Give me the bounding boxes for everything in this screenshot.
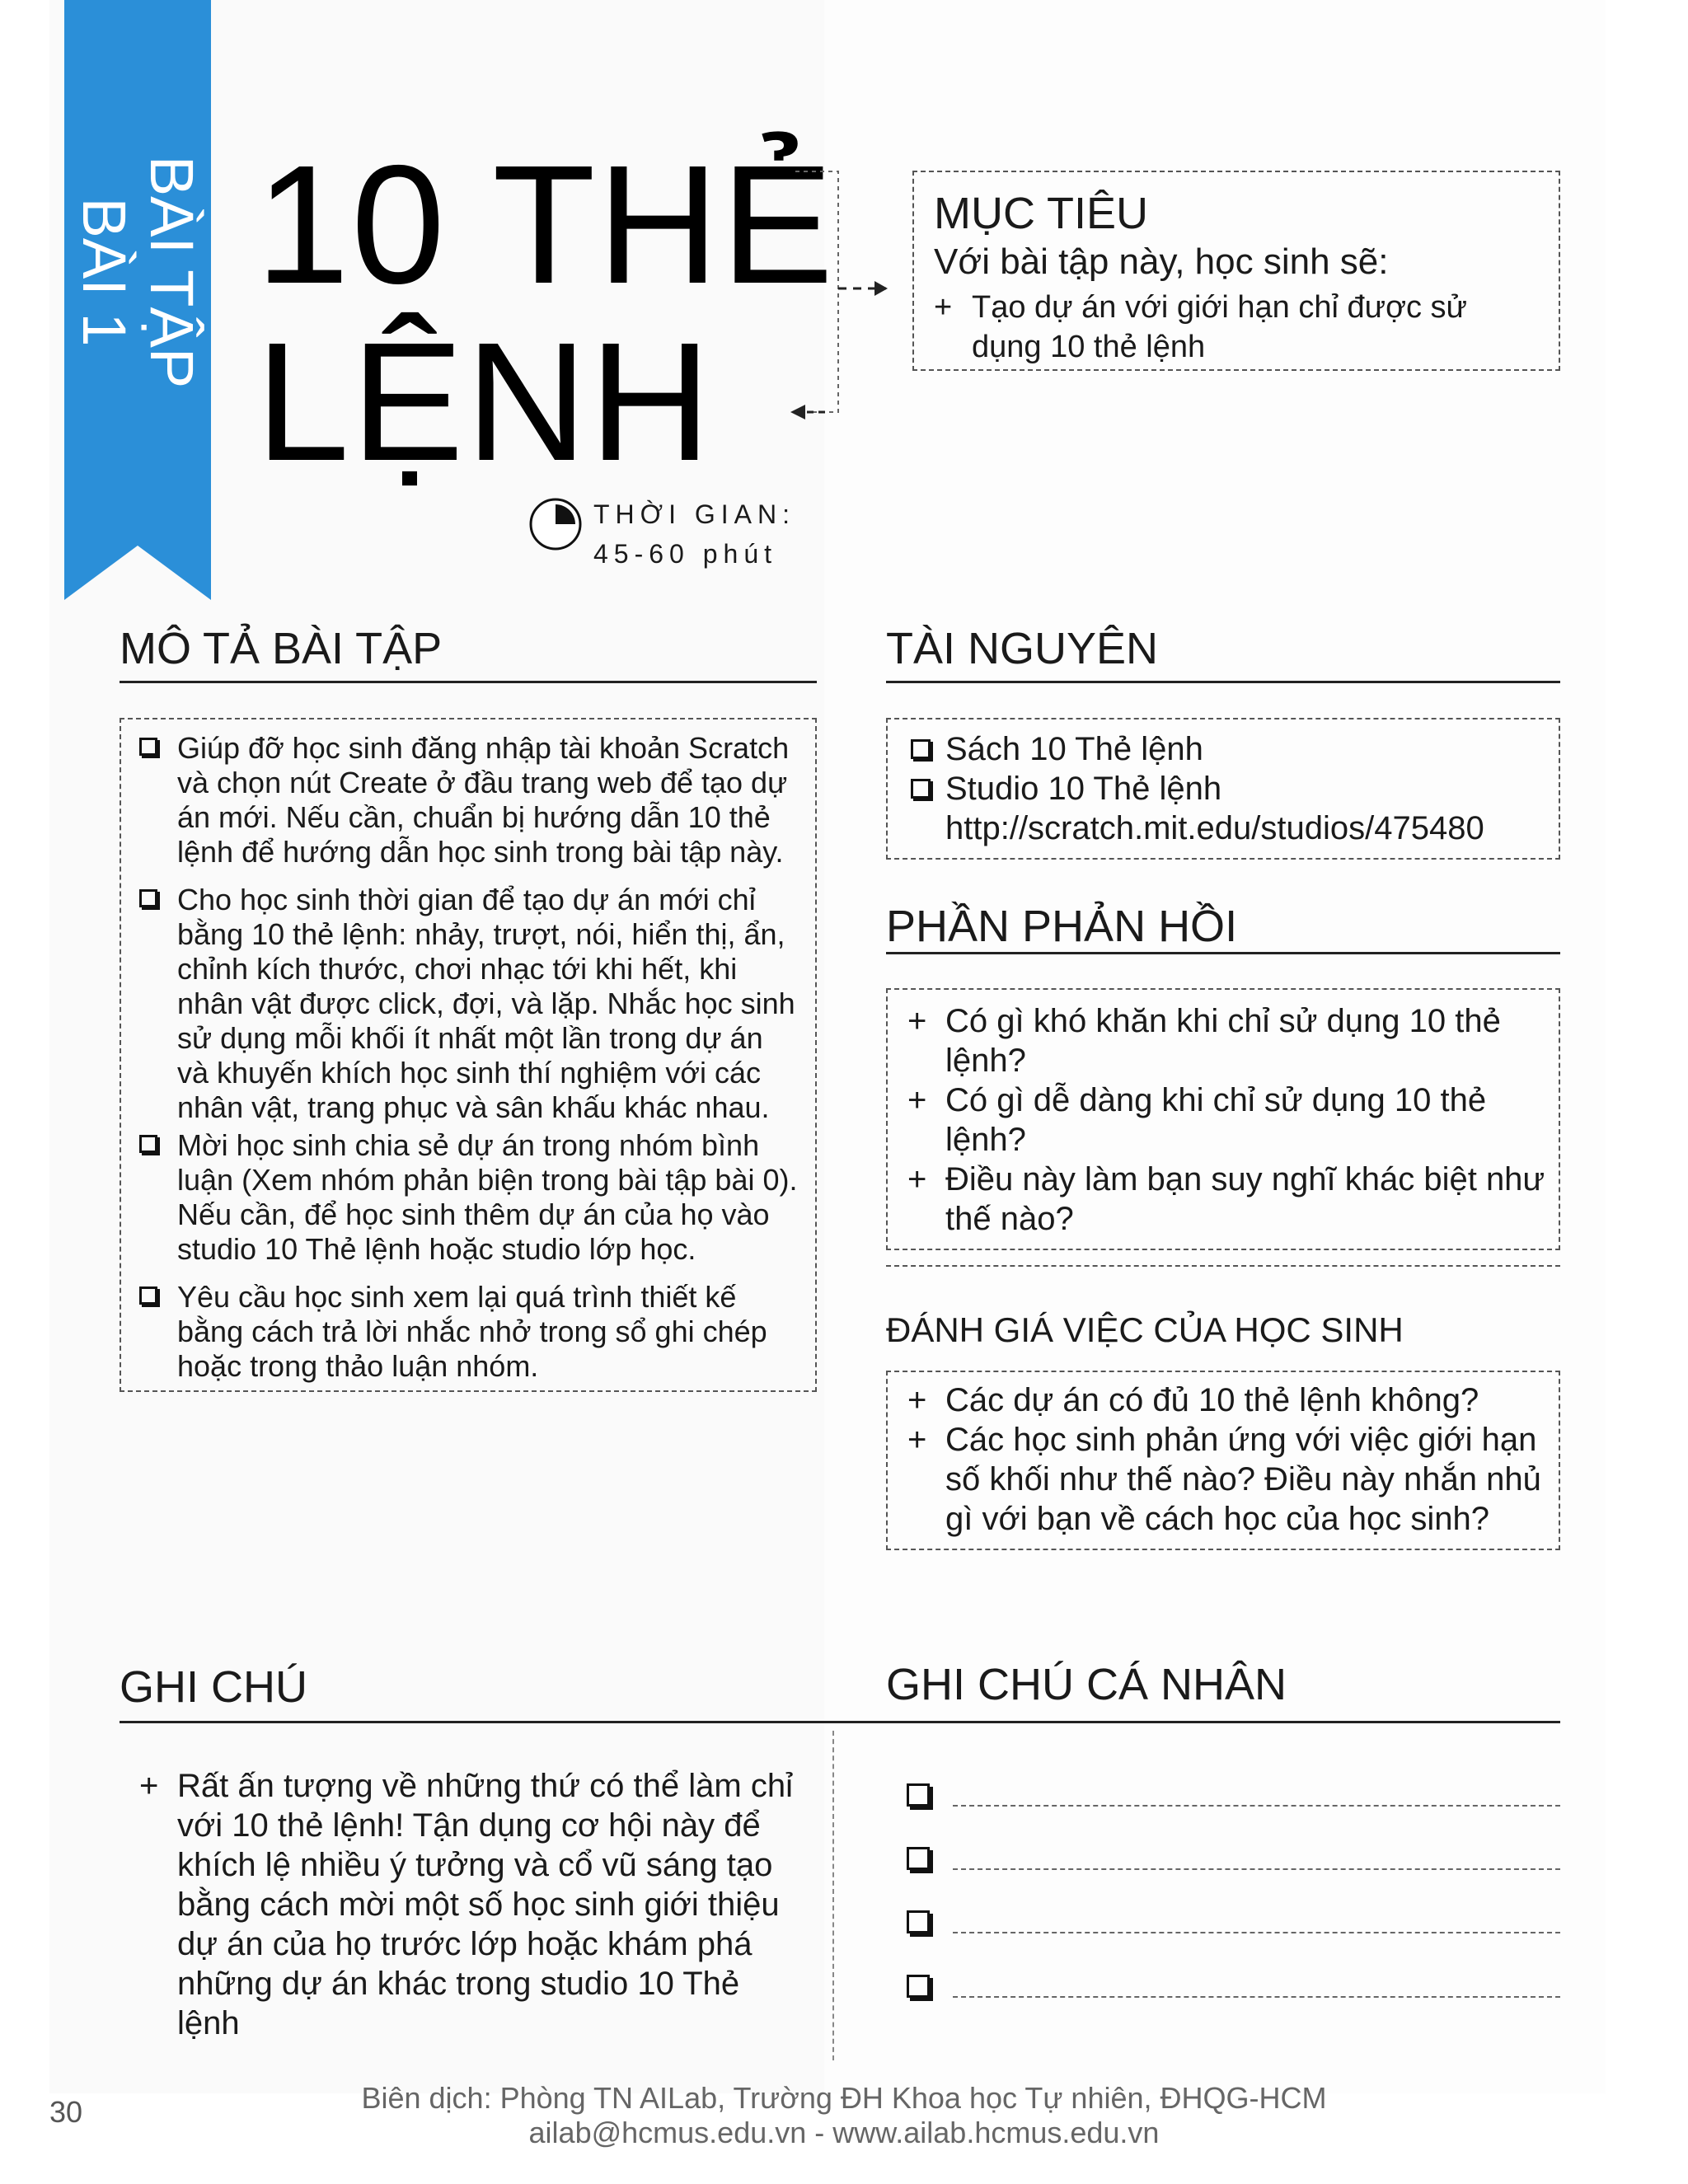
footer-contact: ailab@hcmus.edu.vn - www.ailab.hcmus.edu.vn <box>528 2116 1160 2149</box>
checkbox-icon <box>911 779 931 799</box>
description-item <box>121 731 799 869</box>
assessment-item-text: Các dự án có đủ 10 thẻ lệnh không? <box>945 1382 1479 1418</box>
checkbox-icon[interactable] <box>907 1910 930 1933</box>
assessment-item <box>888 1420 1545 1539</box>
plus-icon: + <box>907 1161 927 1197</box>
write-line <box>953 1996 1560 1998</box>
plus-icon: + <box>934 290 953 325</box>
goal-item <box>934 288 1539 367</box>
goal-item-text: Tạo dự án với giới hạn chỉ được sử dụng 10 thẻ lệnh <box>972 290 1467 364</box>
checkbox-icon <box>139 1286 157 1305</box>
write-line <box>953 1932 1560 1933</box>
reflection-item-text: Điều này làm bạn suy nghĩ khác biệt như thế nào? <box>945 1161 1545 1237</box>
notes-rule <box>120 1721 1560 1723</box>
plus-icon: + <box>907 1003 927 1039</box>
checkbox-icon[interactable] <box>907 1847 930 1870</box>
connector-arrows <box>787 165 894 429</box>
reflection-box <box>886 988 1560 1250</box>
resource-item-text: Studio 10 Thẻ lệnh <box>945 771 1222 807</box>
description-item-text: Mời học sinh chia sẻ dự án trong nhóm bình luận (Xem nhóm phản biện trong bài tập bài 0). Nếu cần, để học sinh thêm dự án của họ vào studio 10 Thẻ lệnh hoặc studio lớp học. <box>177 1128 798 1266</box>
time-label <box>593 494 795 574</box>
reflection-heading: PHẦN PHẢN HỒI <box>886 902 1238 951</box>
reflection-divider <box>886 1265 1560 1267</box>
reflection-item <box>888 1001 1545 1080</box>
write-line <box>953 1805 1560 1807</box>
notes-item <box>120 1766 804 2043</box>
reflection-item <box>888 1080 1545 1160</box>
ribbon-line-2: BÀI 1 <box>70 197 139 347</box>
resources-box <box>886 718 1560 860</box>
time-value: 45-60 phút <box>593 539 778 569</box>
goal-subtitle: Với bài tập này, học sinh sẽ: <box>934 241 1389 282</box>
personal-note-line[interactable] <box>907 1965 1560 2014</box>
checkbox-icon <box>911 739 931 759</box>
reflection-item-text: Có gì khó khăn khi chỉ sử dụng 10 thẻ lệnh? <box>945 1003 1501 1079</box>
description-heading: MÔ TẢ BÀI TẬP <box>120 624 443 673</box>
ribbon-line-1: BÀI TẬP <box>138 155 207 389</box>
checkbox-icon <box>139 738 157 756</box>
plus-icon: + <box>139 1768 159 1804</box>
reflection-rule <box>886 952 1560 954</box>
description-rule <box>120 681 817 683</box>
description-item-text: Giúp đỡ học sinh đăng nhập tài khoản Scratch và chọn nút Create ở đầu trang web để tạo dự án mới. Nếu cần, chuẩn bị hướng dẫn 10 thẻ lệnh để hướng dẫn học sinh trong bài tập này. <box>177 731 790 869</box>
goal-box <box>912 171 1560 371</box>
assessment-item-text: Các học sinh phản ứng với việc giới hạn số khối như thế nào? Điều này nhắn nhủ gì với bạn về cách học của học sinh? <box>945 1422 1541 1537</box>
write-line <box>953 1868 1560 1870</box>
ribbon-label <box>64 0 211 544</box>
resource-item <box>888 729 1545 769</box>
description-box <box>120 718 817 1392</box>
resource-item <box>888 769 1545 808</box>
plus-icon: + <box>907 1082 927 1118</box>
reflection-item <box>888 1160 1545 1239</box>
time-label-text: THỜI GIAN: <box>593 499 795 529</box>
notes-list <box>120 1766 804 2043</box>
description-item <box>121 1280 799 1384</box>
studio-link[interactable]: http://scratch.mit.edu/studios/475480 <box>945 810 1484 846</box>
resource-item-text: Sách 10 Thẻ lệnh <box>945 731 1203 767</box>
title-line-2: LỆNH <box>256 307 713 496</box>
title-line-1: 10 THẺ <box>256 130 836 319</box>
assessment-box <box>886 1371 1560 1550</box>
goal-title: MỤC TIÊU <box>934 189 1149 238</box>
checkbox-icon[interactable] <box>907 1975 930 1998</box>
page-number: 30 <box>49 2095 83 2129</box>
assessment-item <box>888 1380 1545 1420</box>
checkbox-icon <box>139 889 157 907</box>
notes-item-text: Rất ấn tượng về những thứ có thể làm chỉ với 10 thẻ lệnh! Tận dụng cơ hội này để khích lệ nhiều ý tưởng và cổ vũ sáng tạo bằng cách mời một số học sinh giới thiệu dự án của họ trước lớp hoặc khám phá những dự án khác trong studio 10 Thẻ lệnh <box>177 1768 793 2041</box>
checkbox-icon <box>139 1135 157 1153</box>
description-item <box>121 1128 799 1267</box>
description-item-text: Yêu cầu học sinh xem lại quá trình thiết kế bằng cách trả lời nhắc nhở trong sổ ghi chép hoặc trong thảo luận nhóm. <box>177 1280 767 1383</box>
personal-note-line[interactable] <box>907 1900 1560 1950</box>
personal-notes-heading: GHI CHÚ CÁ NHÂN <box>886 1660 1287 1709</box>
clock-icon <box>528 496 584 552</box>
plus-icon: + <box>907 1422 927 1458</box>
column-divider <box>832 1731 834 2060</box>
assessment-heading: ĐÁNH GIÁ VIỆC CỦA HỌC SINH <box>886 1310 1404 1349</box>
plus-icon: + <box>907 1382 927 1418</box>
reflection-item-text: Có gì dễ dàng khi chỉ sử dụng 10 thẻ lệnh? <box>945 1082 1487 1158</box>
footer-credit: Biên dịch: Phòng TN AILab, Trường ĐH Khoa học Tự nhiên, ĐHQG-HCM <box>361 2081 1327 2115</box>
description-item-text: Cho học sinh thời gian để tạo dự án mới chỉ bằng 10 thẻ lệnh: nhảy, trượt, nói, hiển thị, ẩn, chỉnh kích thước, chơi nhạc tới khi hết, khi nhân vật được click, đợi, và lặp. Nhắc học sinh sử dụng mỗi khối ít nhất một lần trong dự án và khuyến khích học sinh thí nghiệm với các nhân vật, trang phục và sân khấu khác nhau. <box>177 883 795 1124</box>
notes-heading: GHI CHÚ <box>120 1662 307 1712</box>
personal-note-line[interactable] <box>907 1837 1560 1886</box>
resources-rule <box>886 681 1560 683</box>
description-item <box>121 883 799 1125</box>
checkbox-icon[interactable] <box>907 1783 930 1807</box>
resources-heading: TÀI NGUYÊN <box>886 624 1159 673</box>
personal-note-line[interactable] <box>907 1774 1560 1823</box>
page-title <box>256 130 836 496</box>
